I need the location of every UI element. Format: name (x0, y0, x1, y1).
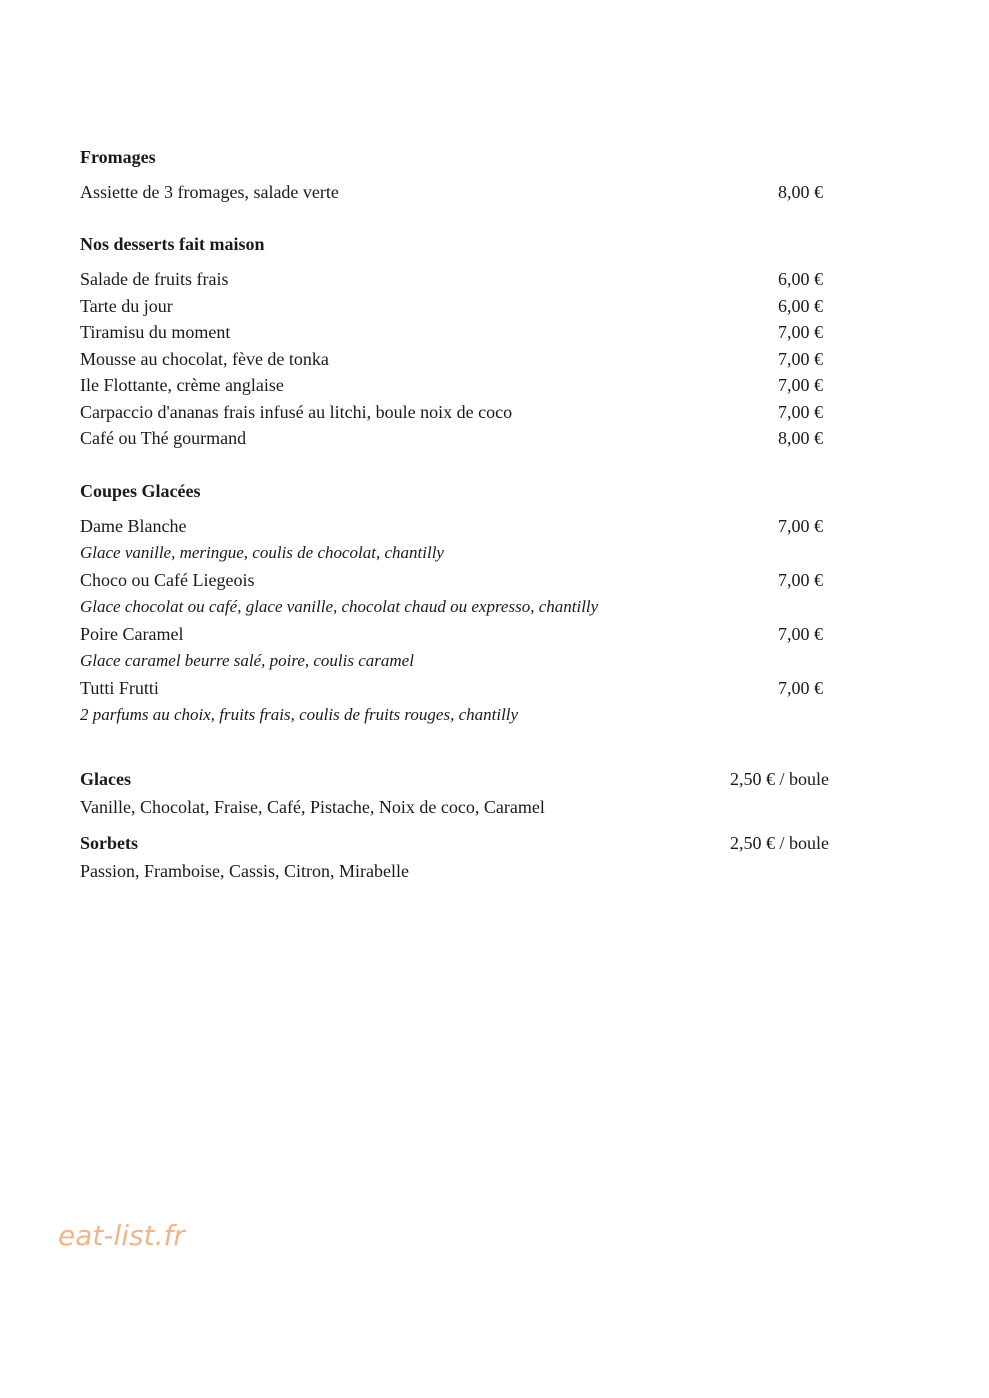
menu-item-price: 7,00 € (778, 624, 823, 644)
menu-item-price: 7,00 € (778, 570, 823, 590)
menu-item-name: Assiette de 3 fromages, salade verte (80, 182, 339, 202)
menu-item-price: 7,00 € (778, 516, 823, 536)
menu-item-name: Carpaccio d'ananas frais infusé au litchi, boule noix de coco (80, 402, 513, 422)
menu-item-name: Salade de fruits frais (80, 269, 229, 289)
menu-item-price: 7,00 € (778, 375, 823, 395)
menu-item-name: Tutti Frutti (80, 678, 159, 698)
menu-item-name: Tiramisu du moment (80, 322, 231, 342)
sorbets-flavors: Passion, Framboise, Cassis, Citron, Mirabelle (80, 861, 409, 881)
menu-item-description: Glace vanille, meringue, coulis de chocolat, chantilly (80, 543, 444, 562)
menu-item-name: Choco ou Café Liegeois (80, 570, 255, 590)
menu-item-name: Mousse au chocolat, fève de tonka (80, 349, 329, 369)
sorbets-price: 2,50 € / boule (730, 833, 829, 853)
menu-item-price: 8,00 € (778, 182, 823, 202)
menu-item-name: Tarte du jour (80, 296, 173, 316)
menu-item-price: 7,00 € (778, 349, 823, 369)
section-heading-fromages: Fromages (80, 147, 156, 167)
menu-item-name: Café ou Thé gourmand (80, 428, 247, 448)
glaces-flavors: Vanille, Chocolat, Fraise, Café, Pistache, Noix de coco, Caramel (80, 797, 545, 817)
menu-item-price: 8,00 € (778, 428, 823, 448)
section-heading-glaces: Glaces (80, 769, 131, 789)
menu-item-price: 7,00 € (778, 402, 823, 422)
section-heading-sorbets: Sorbets (80, 833, 138, 853)
menu-item-description: Glace caramel beurre salé, poire, coulis caramel (80, 651, 414, 670)
section-heading-desserts: Nos desserts fait maison (80, 234, 265, 254)
menu-item-price: 7,00 € (778, 678, 823, 698)
menu-item-price: 6,00 € (778, 269, 823, 289)
menu-item-description: Glace chocolat ou café, glace vanille, chocolat chaud ou expresso, chantilly (80, 597, 599, 616)
watermark-text: eat-list.fr (58, 1219, 185, 1252)
menu-item-price: 6,00 € (778, 296, 823, 316)
menu-item-description: 2 parfums au choix, fruits frais, coulis de fruits rouges, chantilly (80, 705, 519, 724)
menu-item-name: Ile Flottante, crème anglaise (80, 375, 284, 395)
menu-item-name: Dame Blanche (80, 516, 187, 536)
section-heading-coupes: Coupes Glacées (80, 481, 201, 501)
menu-item-name: Poire Caramel (80, 624, 184, 644)
menu-item-price: 7,00 € (778, 322, 823, 342)
glaces-price: 2,50 € / boule (730, 769, 829, 789)
